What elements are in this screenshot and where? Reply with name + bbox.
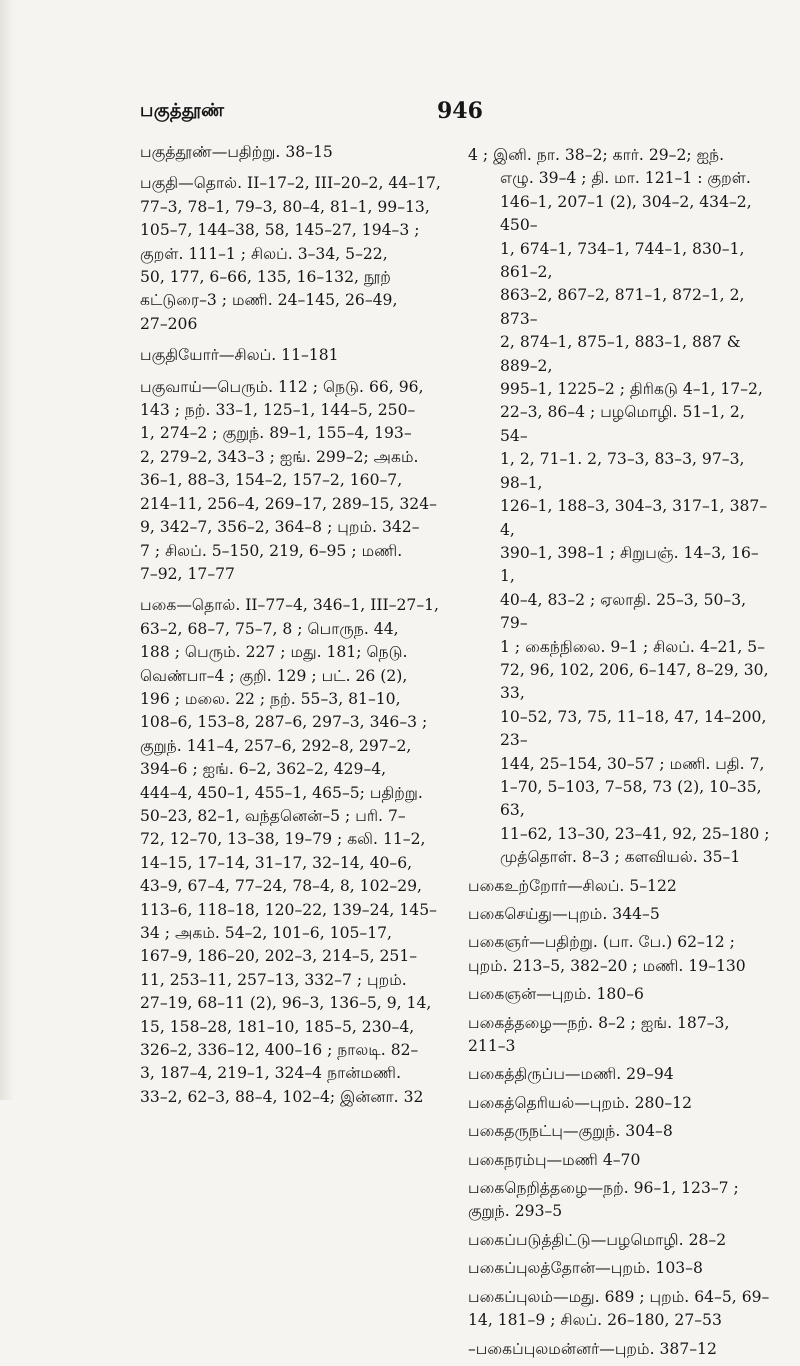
entry-reference-line: வெண்பா–4 ; குறி. 129 ; பட். 26 (2), (140, 666, 408, 685)
entry-reference-line: குறள். 111–1 ; சிலப். 3–34, 5–22, (140, 244, 388, 263)
entry-reference-line: 105–7, 144–38, 58, 145–27, 194–3 ; (140, 221, 420, 240)
entry-reference-line: 11–62, 13–30, 23–41, 92, 25–180 ; (500, 824, 770, 843)
entry-reference-line: 995–1, 1225–2 ; திரிகடு 4–1, 17–2, (500, 380, 763, 399)
entry-reference-line: 394–6 ; ஐங். 6–2, 362–2, 429–4, (140, 760, 387, 779)
entry-reference-line: 63–2, 68–7, 75–7, 8 ; பொருந. 44, (140, 619, 399, 638)
entry-headword-line: பகைநரம்பு—மணி 4–70 (468, 1150, 641, 1169)
index-entry (468, 1149, 773, 1172)
entry-reference-line: 72, 96, 102, 206, 6–147, 8–29, 30, 33, (500, 660, 774, 703)
entry-reference-line: 143 ; நற். 33–1, 125–1, 144–5, 250– (140, 401, 416, 420)
index-entry (140, 344, 465, 367)
entry-reference-line: குறுந். 293–5 (468, 1202, 563, 1221)
entry-reference-line: குறுந். 141–4, 257–6, 292–8, 297–2, (140, 736, 412, 755)
entry-reference-line: 33–2, 62–3, 88–4, 102–4; இன்னா. 32 (140, 1087, 424, 1106)
page-number: 946 (437, 98, 483, 124)
entry-reference-line: 196 ; மலை. 22 ; நற். 55–3, 81–10, (140, 689, 401, 708)
index-entry-continuation (468, 144, 773, 870)
entry-headword-line: பகைநெறித்தழை—நற். 96–1, 123–7 ; (468, 1179, 739, 1198)
left-column (140, 141, 465, 1117)
index-entry (468, 1229, 773, 1252)
entry-reference-line: 1–70, 5–103, 7–58, 73 (2), 10–35, 63, (500, 777, 767, 820)
entry-headword-line: பகைஞர்—பதிற்று. (பா. பே.) 62–12 ; (468, 933, 735, 952)
entry-reference-line: 15, 158–28, 181–10, 185–5, 230–4, (140, 1017, 415, 1036)
running-head: பகுத்தூண் (140, 100, 225, 121)
entry-reference-line: 1, 274–2 ; குறுந். 89–1, 155–4, 193– (140, 424, 412, 443)
entry-reference-line: 43–9, 67–4, 77–24, 78–4, 8, 102–29, (140, 877, 423, 896)
entry-reference-line: 40–4, 83–2 ; ஏலாதி. 25–3, 50–3, 79– (500, 590, 752, 633)
entry-reference-line: 211–3 (468, 1037, 516, 1056)
entry-reference-line: 1 ; கைந்நிலை. 9–1 ; சிலப். 4–21, 5– (500, 637, 766, 656)
entry-reference-line: 444–4, 450–1, 455–1, 465–5; பதிற்று. (140, 783, 423, 802)
index-entry (468, 983, 773, 1006)
entry-reference-line: 7–92, 17–77 (140, 564, 235, 583)
entry-reference-line: 2, 874–1, 875–1, 883–1, 887 & 889–2, (500, 333, 746, 375)
entry-reference-line: 146–1, 207–1 (2), 304–2, 434–2, 450– (500, 192, 757, 235)
entry-reference-line: கட்டுரை–3 ; மணி. 24–145, 26–49, (140, 291, 398, 310)
entry-headword-line: பகைதருநட்பு—குறுந். 304–8 (468, 1122, 673, 1141)
entry-headword-line: பகுதி—தொல். II–17–2, III–20–2, 44–17, (140, 174, 441, 193)
entry-reference-line: 77–3, 78–1, 79–3, 80–4, 81–1, 99–13, (140, 197, 430, 216)
entry-reference-line: 390–1, 398–1 ; சிறுபஞ். 14–3, 16–1, (500, 543, 759, 586)
entry-headword-line: –பகைப்புலமன்னர்—புறம். 387–12 (468, 1339, 717, 1358)
entry-reference-line: 3, 187–4, 219–1, 324–4 நான்மணி. (140, 1064, 402, 1083)
entry-reference-line: 214–11, 256–4, 269–17, 289–15, 324– (140, 494, 437, 513)
index-entry (468, 1092, 773, 1115)
entry-reference-line: 108–6, 153–8, 287–6, 297–3, 346–3 ; (140, 713, 428, 732)
entry-headword-line: பகுதியோர்—சிலப். 11–181 (140, 346, 339, 365)
entry-headword-line: பகைப்புலத்தோன்—புறம். 103–8 (468, 1259, 703, 1278)
entry-reference-line: 72, 12–70, 13–38, 19–79 ; கலி. 11–2, (140, 830, 426, 849)
entry-reference-line: 14, 181–9 ; சிலப். 26–180, 27–53 (468, 1311, 722, 1330)
entry-reference-line: 326–2, 336–12, 400–16 ; நாலடி. 82– (140, 1041, 419, 1060)
entry-reference-line: 22–3, 86–4 ; பழமொழி. 51–1, 2, 54– (500, 403, 750, 445)
entry-reference-line: 36–1, 88–3, 154–2, 157–2, 160–7, (140, 471, 403, 490)
index-entry (468, 1012, 773, 1059)
entry-headword-line: பகைப்படுத்திட்டு—பழமொழி. 28–2 (468, 1230, 727, 1249)
entry-reference-line: 167–9, 186–20, 202–3, 214–5, 251– (140, 947, 418, 966)
index-entry (468, 1286, 773, 1333)
entry-headword-line: பகைசெய்து—புறம். 344–5 (468, 905, 660, 923)
entry-headword-line: பகுவாய்—பெரும். 112 ; நெடு. 66, 96, (140, 377, 424, 396)
index-entry (140, 172, 465, 336)
entry-headword-line: பகுத்தூண்—பதிற்று. 38–15 (140, 143, 333, 161)
index-entry (468, 1177, 773, 1224)
entry-headword-line: பகைத்தெரியல்—புறம். 280–12 (468, 1093, 693, 1112)
page-edge-shadow (0, 0, 14, 1100)
entry-reference-line: 1, 2, 71–1. 2, 73–3, 83–3, 97–3, 98–1, (500, 450, 750, 492)
entry-reference-line: 7 ; சிலப். 5–150, 219, 6–95 ; மணி. (140, 541, 403, 560)
index-entry (140, 376, 465, 587)
entry-headword-line: பகைத்தழை—நற். 8–2 ; ஐங். 187–3, (468, 1013, 730, 1032)
entry-reference-line: 126–1, 188–3, 304–3, 317–1, 387–4, (500, 497, 768, 539)
entry-reference-line: 144, 25–154, 30–57 ; மணி. பதி. 7, (500, 754, 765, 773)
entry-reference-line: 188 ; பெரும். 227 ; மது. 181; நெடு. (140, 643, 408, 662)
entry-headword-line: பகை—தொல். II–77–4, 346–1, III–27–1, (140, 596, 440, 615)
index-entry (468, 903, 773, 926)
index-entry (468, 875, 773, 898)
index-entry (468, 1338, 773, 1361)
index-entry (140, 141, 465, 164)
entry-reference-line: 863–2, 867–2, 871–1, 872–1, 2, 873– (500, 286, 750, 328)
entry-reference-line: 34 ; அகம். 54–2, 101–6, 105–17, (140, 924, 393, 942)
entry-reference-line: 50, 177, 6–66, 135, 16–132, நூற் (140, 268, 391, 287)
entry-reference-line: முத்தொள். 8–3 ; களவியல். 35–1 (500, 848, 741, 867)
entry-reference-line: எழு. 39–4 ; தி. மா. 121–1 : குறள். (500, 169, 751, 188)
entry-reference-line: 10–52, 73, 75, 11–18, 47, 14–200, 23– (500, 707, 772, 750)
index-entry (468, 1257, 773, 1280)
index-entry (468, 931, 773, 978)
entry-headword-line: 4 ; இனி. நா. 38–2; கார். 29–2; ஐந். (468, 146, 725, 164)
entry-reference-line: 113–6, 118–18, 120–22, 139–24, 145– (140, 900, 437, 919)
entry-reference-line: 50–23, 82–1, வந்தனென்–5 ; பரி. 7– (140, 806, 406, 825)
entry-reference-line: 14–15, 17–14, 31–17, 32–14, 40–6, (140, 853, 413, 872)
right-column (468, 144, 773, 1366)
entry-headword-line: பகைப்புலம்—மது. 689 ; புறம். 64–5, 69– (468, 1287, 770, 1306)
entry-reference-line: புறம். 213–5, 382–20 ; மணி. 19–130 (468, 956, 746, 975)
entry-reference-line: 1, 674–1, 734–1, 744–1, 830–1, 861–2, (500, 239, 750, 282)
entry-reference-line: 2, 279–2, 343–3 ; ஐங். 299–2; அகம். (140, 447, 419, 466)
entry-headword-line: பகைஞன்—புறம். 180–6 (468, 985, 644, 1004)
entry-reference-line: 9, 342–7, 356–2, 364–8 ; புறம். 342– (140, 518, 420, 537)
entry-reference-line: 11, 253–11, 257–13, 332–7 ; புறம். (140, 970, 407, 989)
index-entry (468, 1063, 773, 1086)
entry-reference-line: 27–19, 68–11 (2), 96–3, 136–5, 9, 14, (140, 994, 432, 1013)
entry-headword-line: பகைத்திருப்ப—மணி. 29–94 (468, 1065, 674, 1084)
index-entry (140, 594, 465, 1109)
entry-headword-line: பகைஉற்றோர்—சிலப். 5–122 (468, 876, 677, 895)
index-entry (468, 1120, 773, 1143)
entry-reference-line: 27–206 (140, 314, 198, 333)
